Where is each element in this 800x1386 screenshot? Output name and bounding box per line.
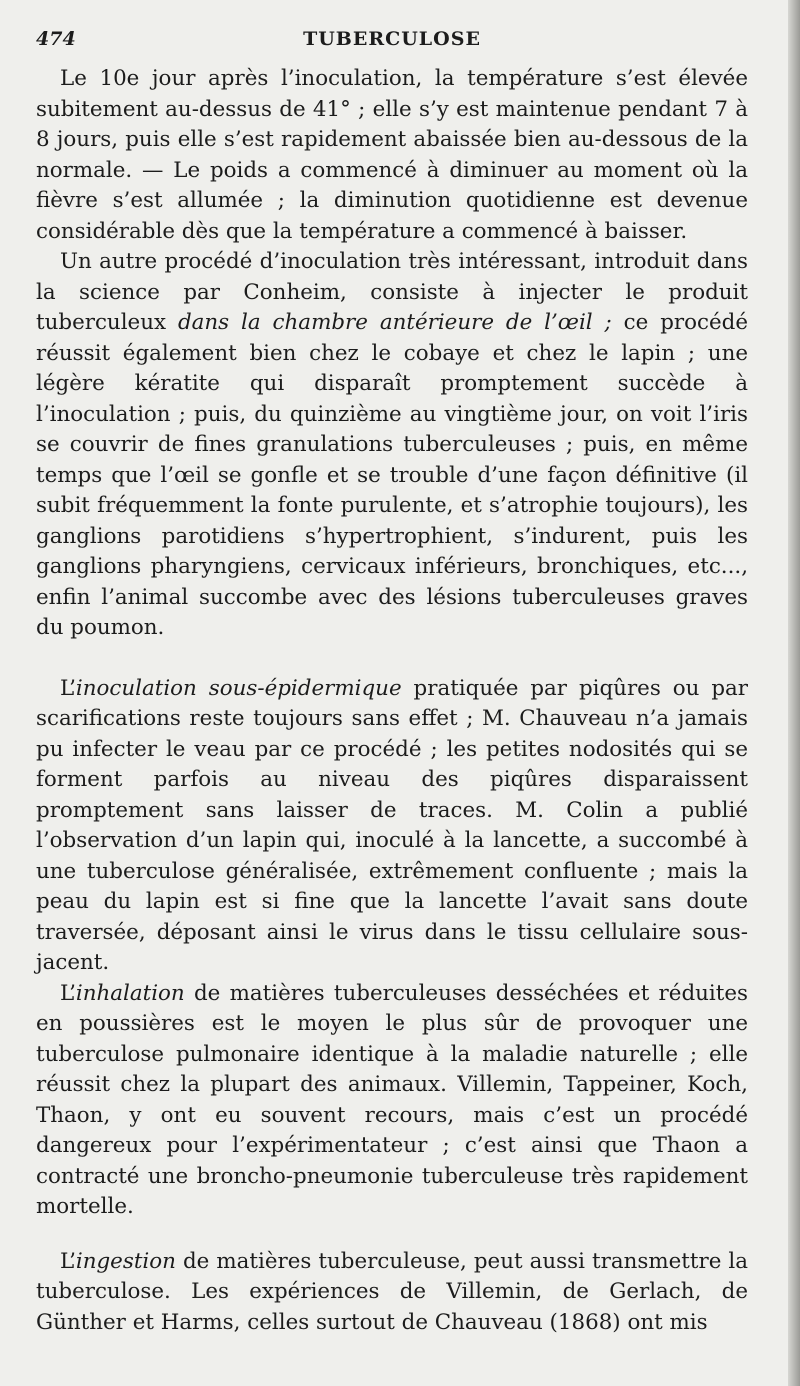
text-segment: Un autre procédé d’inoculation très intéressant, introduit dans la science par Conheim, consiste à injecter le produit tuberculeux (36, 249, 748, 335)
text-segment: de matières tuberculeuse, peut aussi transmettre la tuberculose. Les expériences de Villemin, de Gerlach, de Günther et Harms, celles surtout de Chauveau (1868) ont mis (36, 1248, 748, 1335)
italic-term: inhalation (75, 980, 185, 1006)
page-header (36, 28, 748, 64)
text-segment: L’ (60, 980, 76, 1006)
paragraph-fever (36, 64, 748, 247)
paragraph-subepidermal (36, 674, 748, 979)
paragraph-inhalation (36, 979, 748, 1223)
paragraph-ingestion (36, 1247, 748, 1339)
paragraph-eye-inoculation (36, 247, 748, 644)
page-gutter-shadow (788, 0, 800, 1386)
text-segment: L’ (60, 675, 76, 701)
text-segment: ce procédé réussit également bien chez le cobaye et chez le lapin ; une légère kératite qui disparaît promptement succède à l’inoculation ; puis, du quinzième au vingtième jour, on voit l’iris se couvrir de fines granulations tuberculeuses ; puis, en même temps que l’œil se gonfle et se trouble d’une façon définitive (il subit fréquemment la fonte purulente, et s’atrophie toujours), les ganglions parotidiens s’hypertrophient, s’indurent, puis les ganglions pharyngiens, cervicaux inférieurs, bronchiques, etc..., enfin l’animal succombe avec des lésions tuberculeuses graves du poumon. (36, 310, 748, 640)
italic-term: dans la chambre antérieure de l’œil ; (177, 310, 612, 335)
running-head: TUBERCULOSE (303, 28, 481, 50)
italic-term: ingestion (75, 1248, 176, 1274)
page-number: 474 (36, 28, 76, 50)
text-segment: de matières tuberculeuses desséchées et réduites en poussières est le moyen le plus sûr de provoquer une tuberculose pulmonaire identique à la maladie naturelle ; elle réussit chez la plupart des animaux. Villemin, Tappeiner, Koch, Thaon, y ont eu souvent recours, mais c’est un procédé dangereux pour l’expérimentateur ; c’est ainsi que Thaon a contracté une broncho-pneumonie tuberculeuse très rapidement mortelle. (36, 980, 748, 1219)
text-segment: L’ (60, 1248, 76, 1274)
italic-term: inoculation sous-épidermique (75, 675, 402, 701)
text-segment: Le 10e jour après l’inoculation, la température s’est élevée subitement au-dessus de 41° ; elle s’y est maintenue pendant 7 à 8 jours, puis elle s’est rapidement abaissée bien au-dessous de la normale. — Le poids a commencé à diminuer au moment où la fièvre s’est allumée ; la diminution quotidienne est devenue considérable dès que la température a commencé à baisser. (36, 66, 748, 244)
text-segment: pratiquée par piqûres ou par scarifications reste toujours sans effet ; M. Chauveau n’a jamais pu infecter le veau par ce procédé ; les petites nodosités qui se forment parfois au niveau des piqûres disparaissent promptement sans laisser de traces. M. Colin a publié l’observation d’un lapin qui, inoculé à la lancette, a succombé à une tuberculose généralisée, extrêmement confluente ; mais la peau du lapin est si fine que la lancette l’avait sans doute traversée, déposant ainsi le virus dans le tissu cellulaire sous-jacent. (36, 675, 748, 975)
